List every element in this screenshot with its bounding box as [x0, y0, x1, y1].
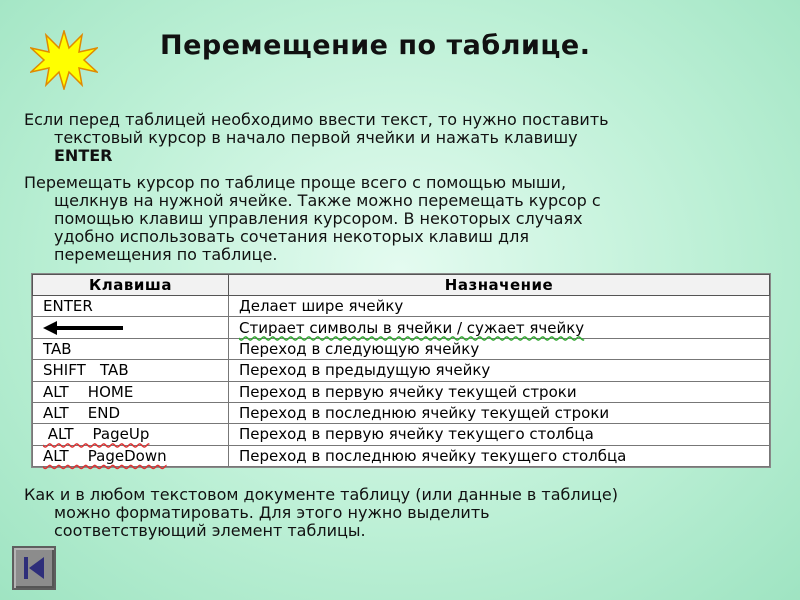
first-slide-button[interactable] [12, 546, 56, 590]
paragraph-line: щелкнув на нужной ячейке. Также можно перемещать курсор с [54, 191, 601, 210]
table-row [33, 317, 770, 338]
paragraph-line: Перемещать курсор по таблице проще всего с помощью мыши, [24, 173, 567, 192]
enter-key-label: ENTER [54, 146, 113, 165]
table-row [33, 296, 770, 317]
table-header-row [33, 275, 770, 296]
first-slide-icon [14, 548, 54, 588]
desc-cell: Переход в следующую ячейку [229, 338, 770, 359]
table-row [33, 402, 770, 423]
desc-cell: Стирает символы в ячейки / сужает ячейку [229, 317, 770, 338]
desc-cell: Переход в первую ячейку текущего столбца [229, 424, 770, 445]
desc-cell: Переход в последнюю ячейку текущего столбца [229, 445, 770, 466]
column-header-purpose: Назначение [229, 275, 770, 296]
slide-title: Перемещение по таблице. [160, 30, 591, 61]
key-cell: TAB [33, 338, 229, 359]
paragraph-line: Если перед таблицей необходимо ввести текст, то нужно поставить [24, 110, 609, 129]
key-cell: SHIFT TAB [33, 360, 229, 381]
paragraph-line: текстовый курсор в начало первой ячейки и нажать клавишу [54, 128, 578, 147]
paragraph-navigation [24, 174, 784, 264]
table-row [33, 338, 770, 359]
paragraph-line: помощью клавиш управления курсором. В некоторых случаях [54, 209, 583, 228]
key-cell: ALT PageDown [33, 445, 229, 466]
key-cell [33, 317, 229, 338]
paragraph-line: можно форматировать. Для этого нужно выделить [54, 503, 490, 522]
key-cell: ENTER [33, 296, 229, 317]
left-arrow-icon [43, 321, 123, 335]
table-row [33, 445, 770, 466]
paragraph-intro [24, 111, 784, 165]
paragraph-line: перемещения по таблице. [54, 245, 278, 264]
paragraph-line: Как и в любом текстовом документе таблицу (или данные в таблице) [24, 485, 619, 504]
paragraph-line: соответствующий элемент таблицы. [54, 521, 366, 540]
column-header-key: Клавиша [33, 275, 229, 296]
paragraph-line: удобно использовать сочетания некоторых клавиш для [54, 227, 529, 246]
table-row [33, 360, 770, 381]
desc-cell: Переход в первую ячейку текущей строки [229, 381, 770, 402]
key-cell: ALT END [33, 402, 229, 423]
desc-cell: Переход в последнюю ячейку текущей строки [229, 402, 770, 423]
table-row [33, 424, 770, 445]
keys-table [31, 273, 771, 468]
key-cell: ALT HOME [33, 381, 229, 402]
desc-cell: Переход в предыдущую ячейку [229, 360, 770, 381]
key-cell: ALT PageUp [33, 424, 229, 445]
paragraph-formatting [24, 486, 784, 540]
star-icon [30, 30, 98, 90]
desc-cell: Делает шире ячейку [229, 296, 770, 317]
table-row [33, 381, 770, 402]
